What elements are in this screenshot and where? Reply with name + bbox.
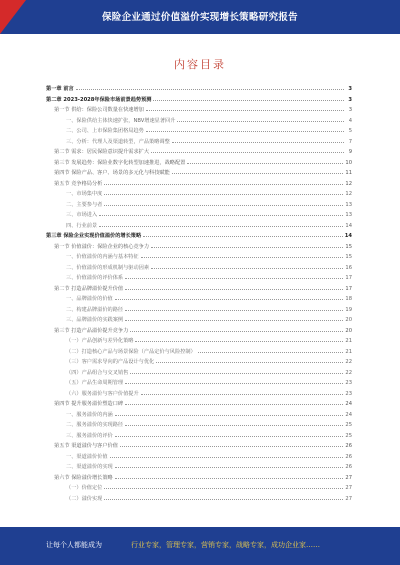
- toc-entry-page: 22: [345, 359, 352, 365]
- toc-entry-label: 三、价值溢价的评价体系: [66, 275, 124, 281]
- toc-entry[interactable]: [46, 168, 352, 179]
- toc-leader-dots: [141, 252, 344, 258]
- toc-leader-dots: [172, 137, 344, 143]
- toc-entry-page: 17: [345, 275, 352, 281]
- toc-entry-label: 一、渠道溢价价值: [66, 453, 108, 460]
- footer-slogan-left: 让每个人都能成为: [46, 541, 102, 549]
- toc-entry[interactable]: [46, 210, 352, 221]
- toc-entry-label: 第二章 2023-2028年保险市场前景趋势预测: [46, 96, 152, 103]
- toc-entry-page: 3: [348, 107, 352, 113]
- toc-leader-dots: [125, 284, 343, 290]
- toc-leader-dots: [146, 126, 344, 132]
- toc-entry-page: 11: [345, 170, 352, 176]
- footer-slogan-right: 行业专家，管理专家，营销专家，战略专家，成功企业家……: [131, 541, 320, 549]
- toc-entry-label: 第一节 价值溢价：保险企业的核心竞争力: [54, 243, 150, 250]
- document-title: 保险企业通过价值溢价实现增长策略研究报告: [101, 12, 298, 23]
- toc-entry-page: 12: [345, 191, 352, 197]
- toc-entry-page: 23: [345, 380, 352, 386]
- toc-entry[interactable]: [46, 368, 352, 379]
- toc-entry-page: 13: [345, 201, 352, 208]
- toc-entry-page: 24: [345, 401, 352, 407]
- toc-leader-dots: [125, 399, 343, 405]
- toc-leader-dots: [130, 326, 343, 332]
- toc-entry[interactable]: [46, 357, 352, 368]
- toc-entry[interactable]: [46, 347, 352, 358]
- toc-leader-dots: [130, 368, 343, 374]
- toc-leader-dots: [187, 158, 343, 164]
- toc-entry-page: 16: [345, 264, 352, 271]
- toc-entry-label: 第一节 供给：保险公司数量在快速增加: [54, 107, 144, 113]
- toc-entry-label: 二、构建品牌溢价的路径: [66, 306, 124, 313]
- toc-entry[interactable]: [46, 179, 352, 190]
- toc-entry[interactable]: [46, 336, 352, 347]
- toc-leader-dots: [115, 410, 344, 416]
- toc-leader-dots: [125, 378, 343, 384]
- toc-entry[interactable]: [46, 399, 352, 410]
- toc-entry-page: 26: [345, 464, 352, 470]
- toc-entry-page: 15: [345, 254, 352, 260]
- toc-entry-label: （一）产品创新与差异化策略: [66, 338, 134, 344]
- toc-leader-dots: [151, 242, 343, 248]
- toc-entry[interactable]: [46, 473, 352, 484]
- toc-leader-dots: [104, 189, 343, 195]
- toc-entry-label: （二）溢价实现: [66, 495, 103, 502]
- toc-entry[interactable]: [46, 95, 352, 106]
- toc-entry[interactable]: [46, 389, 352, 400]
- toc-entry-page: 3: [348, 86, 352, 92]
- toc-title: 内容目录: [174, 58, 226, 71]
- toc-entry-page: 25: [345, 422, 352, 428]
- toc-entry[interactable]: [46, 263, 352, 274]
- toc-entry-page: 26: [345, 453, 352, 460]
- toc-leader-dots: [110, 452, 344, 458]
- toc-leader-dots: [120, 441, 343, 447]
- toc-entry[interactable]: [46, 378, 352, 389]
- toc-leader-dots: [156, 357, 343, 363]
- toc-entry-label: 三、分析：代理人及渠道转型，产品策略调整: [66, 138, 170, 145]
- toc-entry-page: 25: [345, 432, 352, 439]
- toc-entry-label: 二、公司、上市保险集团格局趋势: [66, 128, 144, 134]
- toc-entry-page: 5: [348, 128, 352, 134]
- toc-entry[interactable]: [46, 84, 352, 95]
- toc-leader-dots: [125, 420, 343, 426]
- toc-entry[interactable]: [46, 410, 352, 421]
- toc-entry[interactable]: [46, 116, 352, 127]
- toc-entry-label: （一）价值定位: [66, 485, 103, 491]
- toc-entry[interactable]: [46, 305, 352, 316]
- toc-entry-label: 三、品牌溢价的实践案例: [66, 317, 124, 323]
- toc-entry[interactable]: [46, 441, 352, 452]
- toc-entry-label: 一、品牌溢价的价值: [66, 296, 113, 302]
- toc-entry-page: 7: [348, 138, 352, 145]
- toc-entry-label: 三、服务溢价的评价: [66, 432, 113, 439]
- toc-entry-page: 27: [345, 474, 352, 481]
- toc-entry[interactable]: [46, 462, 352, 473]
- toc-entry[interactable]: [46, 221, 352, 232]
- toc-entry[interactable]: [46, 252, 352, 263]
- toc-entry-label: 第二节 打造品牌溢价提升价值: [54, 285, 124, 292]
- toc-entry-page: 27: [345, 485, 352, 491]
- toc-leader-dots: [115, 431, 344, 437]
- toc-entry-page: 14: [345, 222, 352, 229]
- toc-leader-dots: [172, 168, 344, 174]
- toc-entry-label: 二、渠道溢价的实现: [66, 464, 113, 470]
- toc-entry[interactable]: [46, 452, 352, 463]
- toc-entry-page: 20: [345, 317, 352, 323]
- toc-entry-page: 19: [345, 306, 352, 313]
- toc-entry[interactable]: [46, 326, 352, 337]
- toc-entry[interactable]: [46, 158, 352, 169]
- toc-leader-dots: [104, 494, 343, 500]
- toc-leader-dots: [76, 84, 344, 90]
- toc-entry-page: 3: [348, 96, 352, 103]
- toc-entry-page: 20: [345, 327, 352, 334]
- toc-entry-label: （二）打造核心产品与场景保险（产品定价与风险控制）: [66, 348, 196, 355]
- toc-leader-dots: [99, 221, 343, 227]
- toc-leader-dots: [104, 483, 343, 489]
- toc-entry-page: 14: [344, 233, 352, 239]
- toc-entry[interactable]: [46, 231, 352, 242]
- toc-entry-label: 一、保险供给主体快速扩张，NBV增速显著回升: [66, 117, 176, 124]
- toc-entry-page: 13: [345, 212, 352, 218]
- toc-leader-dots: [125, 273, 343, 279]
- toc-entry-label: 第五节 渠道溢价与客户价值: [54, 443, 118, 449]
- toc-leader-dots: [115, 473, 344, 479]
- toc-entry[interactable]: [46, 105, 352, 116]
- toc-entry-page: 21: [345, 338, 352, 344]
- toc-entry[interactable]: [46, 294, 352, 305]
- toc-entry[interactable]: [46, 483, 352, 494]
- toc-entry-label: 第三节 打造产品溢价提升竞争力: [54, 327, 129, 334]
- toc-entry[interactable]: [46, 242, 352, 253]
- toc-leader-dots: [177, 116, 344, 122]
- toc-entry-label: 第六节 保险溢价增长策略: [54, 474, 113, 481]
- toc-leader-dots: [104, 200, 343, 206]
- toc-leader-dots: [198, 347, 344, 353]
- toc-entry-page: 10: [345, 159, 352, 166]
- toc-entry-label: 一、市场集中度: [66, 191, 103, 197]
- toc-entry-label: 三、市场进入: [66, 212, 98, 218]
- toc-entry-label: 一、服务溢价的内涵: [66, 411, 113, 418]
- toc-leader-dots: [115, 462, 344, 468]
- toc-entry-page: 24: [345, 411, 352, 418]
- toc-entry[interactable]: [46, 137, 352, 148]
- toc-entry-page: 21: [345, 348, 352, 355]
- toc-entry-label: 一、价值溢价的内涵与基本特征: [66, 254, 139, 260]
- toc-entry-label: （六）服务溢价与客户价值提升: [66, 390, 139, 397]
- toc-entry-page: 15: [345, 243, 352, 250]
- toc-entry-label: 四、行业前景: [66, 222, 98, 229]
- toc-leader-dots: [151, 147, 344, 153]
- toc-entry-label: 第二节 需求：居民保险意识提升需求扩大: [54, 149, 150, 155]
- toc-entry[interactable]: [46, 284, 352, 295]
- toc-leader-dots: [146, 105, 344, 111]
- toc-entry-page: 12: [345, 180, 352, 187]
- toc-entry-page: 22: [345, 369, 352, 376]
- toc-entry[interactable]: [46, 494, 352, 505]
- toc-entry[interactable]: [46, 431, 352, 442]
- toc-leader-dots: [153, 95, 344, 101]
- toc-entry-label: （五）产品生命周期管理: [66, 380, 124, 386]
- toc-entry[interactable]: [46, 147, 352, 158]
- toc-leader-dots: [99, 210, 343, 216]
- toc-leader-dots: [115, 294, 344, 300]
- toc-entry-page: 23: [345, 390, 352, 397]
- toc-entry-label: 第四节 保险产品、客户、场景的多元化与科技赋能: [54, 170, 170, 176]
- toc-entry-label: 第五节 竞争格局分析: [54, 180, 103, 187]
- toc-leader-dots: [135, 336, 343, 342]
- toc-leader-dots: [125, 315, 343, 321]
- toc-entry[interactable]: [46, 273, 352, 284]
- toc-entry-page: 9: [348, 149, 352, 155]
- toc-entry-label: 第三节 发展趋势：保险业数字化转型加速推进，战略配置: [54, 159, 186, 166]
- toc-entry-page: 17: [345, 285, 352, 292]
- toc-leader-dots: [104, 179, 343, 185]
- toc-leader-dots: [141, 389, 344, 395]
- toc-entry-label: 二、主要参与者: [66, 201, 103, 208]
- toc-entry[interactable]: [46, 189, 352, 200]
- toc-entry-label: 二、价值溢价的形成机制与驱动因素: [66, 264, 150, 271]
- toc-entry[interactable]: [46, 200, 352, 211]
- toc-entry-page: 26: [345, 443, 352, 449]
- toc-leader-dots: [151, 263, 343, 269]
- toc-entry-page: 4: [348, 117, 352, 124]
- toc-entry-page: 18: [345, 296, 352, 302]
- toc-entry[interactable]: [46, 315, 352, 326]
- toc-entry[interactable]: [46, 126, 352, 137]
- toc-entry-label: 二、服务溢价的实现路径: [66, 422, 124, 428]
- toc-entry-label: （四）产品组合与交叉销售: [66, 369, 129, 376]
- toc-leader-dots: [125, 305, 343, 311]
- toc-entry-label: 第四节 提升服务溢价塑造口碑: [54, 401, 124, 407]
- toc-entry-page: 27: [345, 495, 352, 502]
- toc-entry-label: （三）客户需求导向的产品设计与优化: [66, 359, 155, 365]
- toc-leader-dots: [143, 231, 343, 237]
- table-of-contents: [46, 84, 352, 512]
- toc-entry-label: 第三章 保险企业实现价值溢价的增长策略: [46, 233, 142, 239]
- toc-entry-label: 第一章 前言: [46, 86, 74, 92]
- toc-entry[interactable]: [46, 420, 352, 431]
